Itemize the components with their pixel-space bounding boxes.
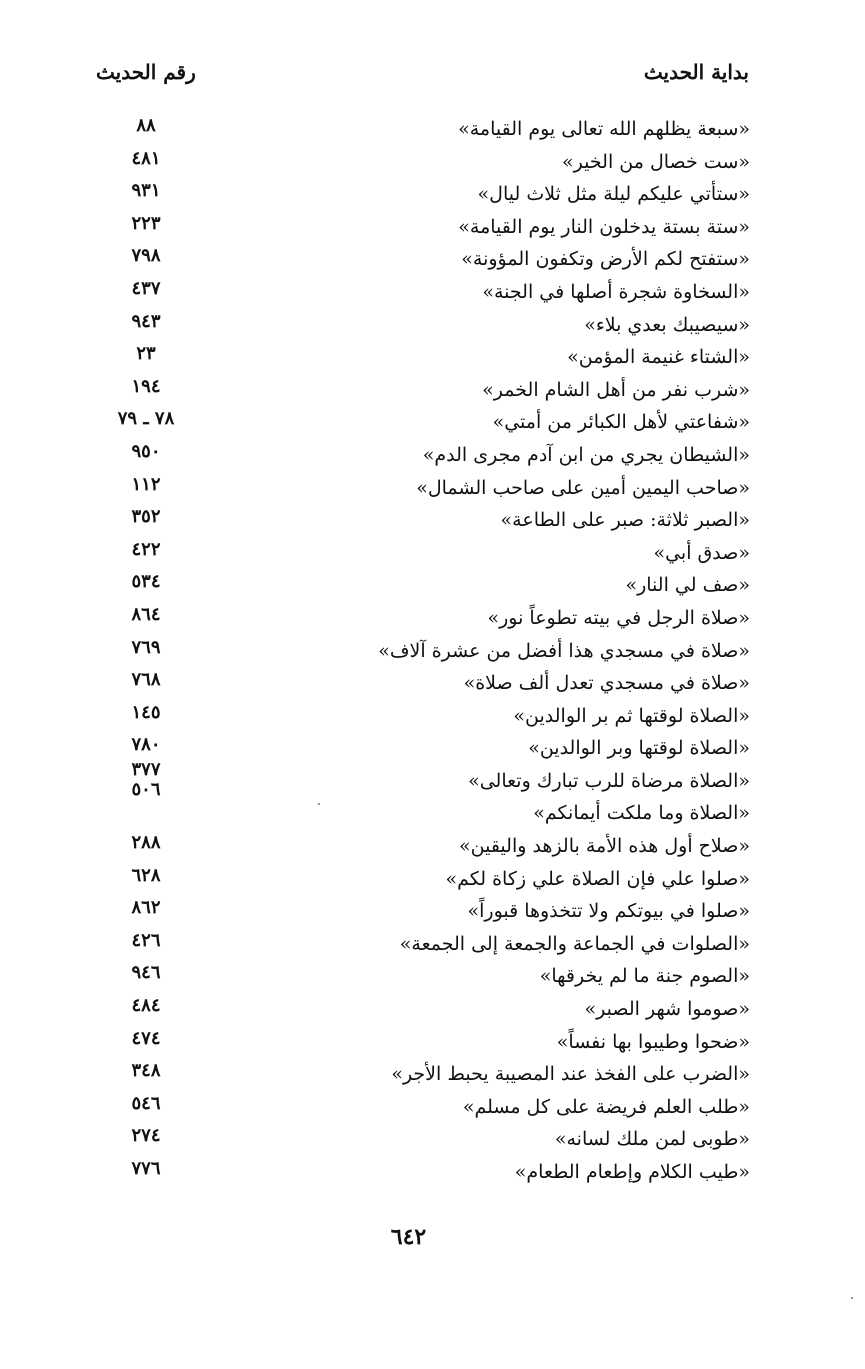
hadith-number: ٩٤٦ [131, 962, 161, 984]
hadith-number: ٧٦٩ [131, 636, 161, 658]
hadith-opening-text: «صدق أبي» [653, 541, 750, 564]
hadith-number: ٧٦٨ [131, 669, 161, 691]
list-item [96, 407, 750, 440]
list-item [96, 758, 750, 800]
hadith-number: ٧٩٨ [131, 245, 161, 267]
hadith-opening-text: «صلاح أول هذه الأمة بالزهد واليقين» [459, 835, 750, 858]
hadith-number: ٨٦٢ [131, 897, 161, 919]
hadith-number [96, 760, 196, 800]
list-item [96, 864, 750, 897]
hadith-number: ٢٨٨ [131, 832, 161, 854]
hadith-opening-text: «سبعة يظلهم الله تعالى يوم القيامة» [458, 118, 750, 140]
list-item [96, 701, 750, 734]
list-item [96, 1092, 750, 1125]
list-item [96, 244, 750, 277]
hadith-opening-text: «طوبى لمن ملك لسانه» [554, 1128, 750, 1151]
hadith-opening-text: «صوموا شهر الصبر» [584, 998, 750, 1021]
list-item [96, 179, 750, 212]
hadith-opening-text: «صلاة الرجل في بيته تطوعاً نور» [487, 606, 750, 629]
hadith-number: ٢٧٤ [131, 1125, 161, 1147]
list-item [96, 147, 750, 180]
list-item [96, 1157, 750, 1190]
hadith-number: ٤٧٤ [131, 1027, 161, 1049]
hadith-opening-text: «ست خصال من الخير» [562, 150, 750, 173]
list-item [96, 1059, 750, 1092]
list-item [96, 212, 750, 245]
list-item [96, 603, 750, 636]
hadith-opening-text: «الضرب على الفخذ عند المصيبة يحبط الأجر» [391, 1063, 750, 1086]
list-item [96, 668, 750, 701]
list-item [96, 505, 750, 538]
hadith-opening-text: «صلاة في مسجدي تعدل ألف صلاة» [463, 672, 750, 695]
hadith-number: ٢٢٣ [131, 212, 161, 234]
list-item [96, 570, 750, 603]
hadith-opening-text: «السخاوة شجرة أصلها في الجنة» [482, 280, 750, 303]
hadith-number-secondary: ٥٠٦ [131, 778, 161, 800]
hadith-number: ٩٤٣ [131, 310, 161, 332]
hadith-number: ٤٢٦ [131, 929, 161, 951]
hadith-opening-text: «الصبر ثلاثة: صبر على الطاعة» [500, 509, 750, 532]
hadith-number: ٨٨ [136, 115, 156, 136]
hadith-number: ١٤٥ [131, 701, 161, 723]
hadith-opening-text: «صاحب اليمين أمين على صاحب الشمال» [416, 476, 750, 499]
hadith-opening-text: «صلوا علي فإن الصلاة علي زكاة لكم» [445, 867, 750, 890]
list-item [96, 636, 750, 669]
scan-speck [318, 803, 320, 805]
list-item [96, 538, 750, 571]
hadith-number: ٦٢٨ [131, 864, 161, 886]
hadith-number: ٤٢٢ [131, 538, 161, 560]
hadith-opening-text: «الصلاة مرضاة للرب تبارك وتعالى» [468, 769, 750, 792]
hadith-opening-text: «سيصيبك بعدي بلاء» [584, 313, 750, 336]
hadith-number: ٩٥٠ [131, 440, 161, 462]
hadith-opening-text: «الصلوات في الجماعة والجمعة إلى الجمعة» [399, 932, 750, 955]
hadith-opening-text: «شرب نفر من أهل الشام الخمر» [482, 378, 750, 401]
list-item [96, 929, 750, 962]
hadith-index-list [96, 114, 750, 1190]
hadith-opening-text: «ستة بستة يدخلون النار يوم القيامة» [458, 215, 750, 238]
hadith-opening-text: «شفاعتي لأهل الكبائر من أمتي» [492, 411, 750, 434]
list-item [96, 896, 750, 929]
list-item [96, 440, 750, 473]
hadith-number: ١٩٤ [131, 375, 161, 397]
hadith-number: ٧٨ ـ ٧٩ [117, 408, 175, 430]
hadith-number: ٢٣ [136, 343, 156, 365]
hadith-number: ٧٨٠ [131, 734, 161, 756]
hadith-number: ٩٣١ [131, 180, 161, 202]
hadith-number-primary: ٣٧٧ [131, 758, 161, 780]
hadith-opening-text: «الشتاء غنيمة المؤمن» [567, 346, 750, 369]
hadith-number: ٤٨٤ [131, 995, 161, 1017]
hadith-opening-text: «الصلاة وما ملكت أيمانكم» [533, 802, 750, 825]
hadith-number: ٥٤٦ [131, 1092, 161, 1114]
list-item [96, 375, 750, 408]
hadith-opening-text: «الصلاة لوقتها وبر الوالدين» [528, 737, 750, 760]
page-number: ٦٤٢ [390, 1224, 427, 1250]
list-item [96, 342, 750, 375]
list-item [96, 114, 750, 147]
hadith-opening-text: «ضحوا وطيبوا بها نفساً» [556, 1030, 750, 1053]
hadith-number: ٣٤٨ [131, 1060, 161, 1082]
column-header-hadith-number: رقم الحديث [96, 60, 196, 84]
list-item [96, 277, 750, 310]
list-item [96, 473, 750, 506]
hadith-number: ٥٣٤ [131, 571, 161, 593]
hadith-opening-text: «ستفتح لكم الأرض وتكفون المؤونة» [461, 248, 750, 271]
scan-speck [851, 1297, 853, 1299]
hadith-number: ٨٦٤ [131, 603, 161, 625]
hadith-opening-text: «طيب الكلام وإطعام الطعام» [514, 1161, 750, 1183]
hadith-opening-text: «الصوم جنة ما لم يخرقها» [539, 965, 750, 988]
hadith-opening-text: «ستأتي عليكم ليلة مثل ثلاث ليال» [477, 183, 750, 206]
hadith-number: ١١٢ [131, 473, 161, 495]
list-item [96, 1027, 750, 1060]
hadith-opening-text: «الصلاة لوقتها ثم بر الوالدين» [513, 704, 750, 727]
hadith-opening-text: «طلب العلم فريضة على كل مسلم» [462, 1095, 750, 1118]
hadith-opening-text: «الشيطان يجري من ابن آدم مجرى الدم» [422, 443, 750, 466]
list-item [96, 310, 750, 343]
hadith-number: ٧٧٦ [131, 1158, 161, 1179]
hadith-number: ٤٣٧ [131, 277, 161, 299]
list-item [96, 831, 750, 864]
hadith-opening-text: «صلاة في مسجدي هذا أفضل من عشرة آلاف» [378, 639, 750, 662]
hadith-number: ٣٥٢ [131, 506, 161, 528]
hadith-number: ٤٨١ [131, 147, 161, 169]
list-item [96, 798, 750, 831]
list-item [96, 1124, 750, 1157]
list-item [96, 961, 750, 994]
list-item [96, 994, 750, 1027]
hadith-opening-text: «صف لي النار» [625, 574, 750, 597]
hadith-opening-text: «صلوا في بيوتكم ولا تتخذوها قبوراً» [467, 900, 750, 923]
column-header-hadith-start: بداية الحديث [643, 60, 749, 84]
